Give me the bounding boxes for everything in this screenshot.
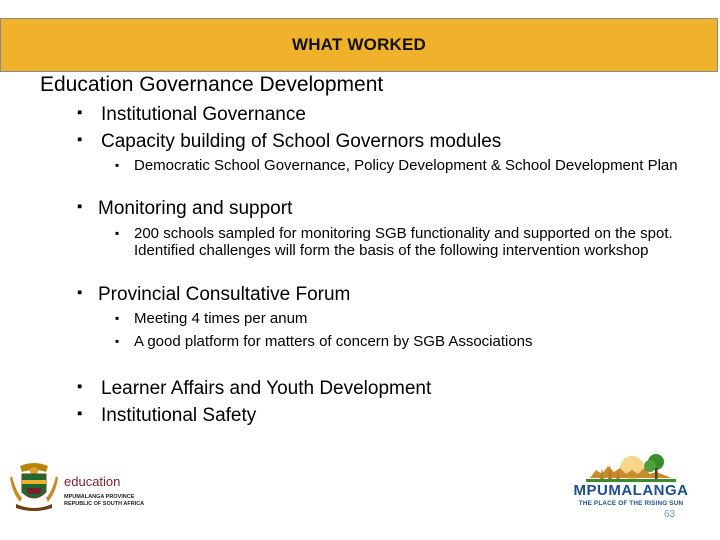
bullet-marker: ▪ [77,198,83,215]
bullet-text: Meeting 4 times per anum [134,310,308,327]
bullet-marker: ▪ [115,311,120,325]
brand-name: MPUMALANGA [573,482,689,499]
slide-title: WHAT WORKED [291,35,427,54]
bullet-marker: ▪ [77,405,83,422]
bullet-text: Capacity building of School Governors modules [101,131,502,152]
bullet-marker: ▪ [77,131,83,148]
education-label: education [64,474,121,489]
title-bar [0,18,718,72]
bullet-text: Learner Affairs and Youth Development [101,378,432,399]
province-line-1: MPUMALANGA PROVINCE [64,494,135,500]
mpumalanga-logo [572,448,690,510]
bullet-marker: ▪ [77,104,83,121]
main-heading: Education Governance Development [40,73,384,96]
rising-sun-icon [572,448,690,484]
bullet-text: Democratic School Governance, Policy Development & School Development Plan [134,157,678,174]
department-logo [8,462,148,512]
bullet-text: Institutional Governance [101,104,306,125]
province-label [64,494,144,508]
bullet-marker: ▪ [115,158,120,172]
page-number: 63 [664,509,676,520]
bullet-marker: ▪ [77,284,83,301]
bullet-marker: ▪ [115,226,120,240]
province-line-2: REPUBLIC OF SOUTH AFRICA [64,501,145,507]
bullet-marker: ▪ [77,378,83,395]
bullet-text: Institutional Safety [101,405,257,426]
bullet-marker: ▪ [115,334,120,348]
bullet-text: Provincial Consultative Forum [98,284,351,305]
bullet-text: A good platform for matters of concern by SGB Associations [134,333,533,350]
bullet-text: 200 schools sampled for monitoring SGB functionality and supported on the spot. Identified challenges will form the basis of the following intervention workshop [134,225,673,259]
bullet-text: Monitoring and support [98,198,293,219]
coat-of-arms-icon [8,462,60,512]
brand-tagline: THE PLACE OF THE RISING SUN [578,500,684,507]
